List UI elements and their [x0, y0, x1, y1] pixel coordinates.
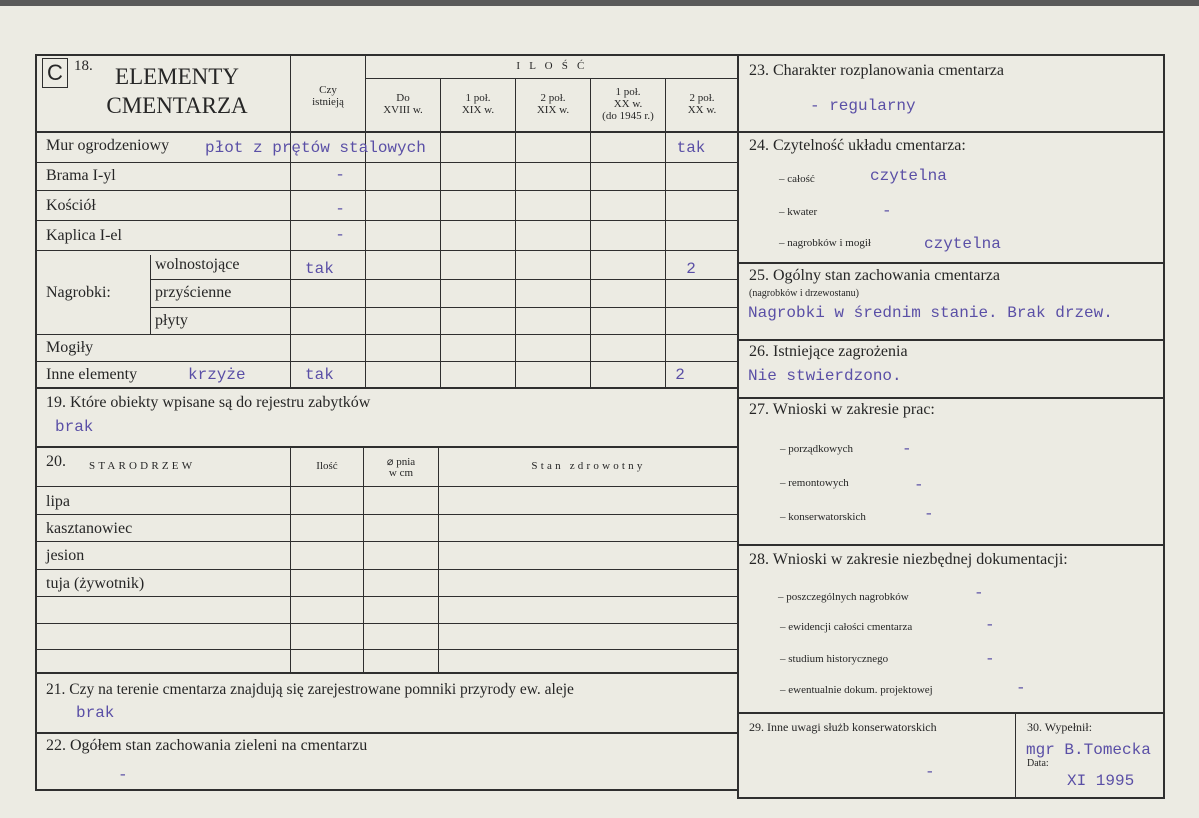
grid-line — [365, 78, 738, 79]
period-label: XX w. — [687, 104, 717, 116]
grid-line — [35, 361, 738, 362]
q20-col-pnia-line1: ⌀ pnia — [386, 456, 416, 468]
row-sublabel-wolnostojace: wolnostojące — [155, 256, 240, 273]
typed-brama-czy: - — [335, 166, 345, 184]
period-label: 1 poł. — [465, 92, 491, 104]
q25-label: 25. Ogólny stan zachowania cmentarza — [749, 267, 1001, 284]
q28-label: 28. Wnioski w zakresie niezbędnej dokumentacji: — [749, 551, 1068, 568]
q28-item-label: – studium historycznego — [780, 653, 889, 665]
row-sublabel-plyty: płyty — [155, 312, 188, 329]
q28-item-answer: - — [985, 616, 995, 634]
q28-item-label: – ewentualnie dokum. projektowej — [780, 684, 933, 696]
grid-line — [35, 387, 738, 389]
q24-item-label: – całość — [779, 173, 815, 185]
row-label-inne: Inne elementy — [46, 366, 138, 383]
q28-item-answer: - — [1016, 679, 1026, 697]
period-label: 2 poł. — [540, 92, 566, 104]
row-sublabel-przyscienne: przyścienne — [155, 284, 232, 301]
grid-line — [35, 569, 738, 570]
q20-col-pnia-line2: w cm — [388, 467, 414, 479]
row-label-kosciol: Kościół — [46, 197, 96, 214]
period-label: XVIII w. — [383, 104, 423, 116]
section-title-line1: ELEMENTY — [115, 64, 239, 89]
grid-line — [35, 514, 738, 515]
q30-date: XI 1995 — [1067, 772, 1135, 790]
q27-item-label: – konserwatorskich — [780, 511, 866, 523]
grid-line — [150, 279, 738, 280]
tree-row: tuja (żywotnik) — [46, 575, 145, 592]
typed-mur: płot z prętów stalowych — [205, 139, 426, 157]
frame-top — [35, 54, 1165, 56]
grid-line — [150, 255, 151, 334]
q20-title: STARODRZEW — [89, 460, 196, 472]
row-label-kaplica: Kaplica I-el — [46, 227, 122, 244]
grid-line — [737, 544, 1165, 546]
q28-item-answer: - — [985, 650, 995, 668]
q22-label: 22. Ogółem stan zachowania zieleni na cmentarzu — [46, 737, 368, 754]
grid-line — [35, 131, 738, 133]
q24-item-answer: - — [882, 202, 892, 220]
grid-line — [35, 220, 738, 221]
grid-line — [35, 334, 738, 335]
typed-nagrobki-xx2: 2 — [686, 260, 696, 278]
q24-label: 24. Czytelność układu cmentarza: — [749, 137, 966, 154]
q25-answer: Nagrobki w średnim stanie. Brak drzew. — [748, 304, 1113, 322]
typed-inne-czy: tak — [305, 366, 334, 384]
grid-line — [35, 672, 738, 674]
typed-kosciol-czy: - — [335, 200, 345, 218]
period-col-xviii — [366, 92, 440, 116]
grid-line — [438, 446, 439, 673]
row-label-mur: Mur ogrodzeniowy — [46, 137, 170, 154]
q30-label: 30. Wypełnił: — [1027, 720, 1093, 734]
typed-inne: krzyże — [188, 366, 246, 384]
typed-mur-xx2: tak — [676, 139, 706, 157]
grid-line — [35, 541, 738, 542]
period-label: 1 poł. — [615, 86, 641, 98]
q27-item-answer: - — [902, 440, 912, 458]
typed-nagrobki-czy: tak — [305, 260, 334, 278]
row-label-mogily: Mogiły — [46, 339, 94, 356]
period-label: XX w. — [613, 98, 643, 110]
grid-line — [290, 446, 291, 673]
q19-answer: brak — [55, 418, 94, 436]
grid-line — [150, 307, 738, 308]
q21-answer: brak — [76, 704, 115, 722]
col-czy-line2: istnieją — [312, 96, 344, 108]
q20-col-ilosc: Ilość — [316, 460, 338, 472]
grid-line — [737, 262, 1165, 264]
grid-line — [35, 596, 738, 597]
q20-number: 20. — [46, 453, 66, 470]
q28-item-label: – poszczególnych nagrobków — [778, 591, 909, 603]
q20-col-stan: Stan zdrowotny — [531, 460, 646, 472]
grid-line — [440, 78, 441, 388]
row-label-brama: Brama I-yl — [46, 167, 116, 184]
q26-label: 26. Istniejące zagrożenia — [749, 343, 908, 360]
frame-middle — [737, 54, 739, 799]
grid-line — [665, 78, 666, 388]
typed-inne-xx2: 2 — [675, 366, 685, 384]
grid-line — [363, 446, 364, 673]
tree-row: kasztanowiec — [46, 520, 133, 537]
grid-line — [590, 78, 591, 388]
grid-line — [35, 623, 738, 624]
grid-line — [737, 712, 1165, 714]
section-number: 18. — [74, 58, 93, 74]
frame-bottom-left — [35, 789, 739, 791]
period-col-2-xx — [666, 92, 738, 116]
grid-line — [1015, 712, 1016, 799]
q23-label: 23. Charakter rozplanowania cmentarza — [749, 62, 1004, 79]
period-col-1-xx — [591, 86, 665, 122]
grid-line — [35, 446, 738, 448]
frame-bottom-right — [738, 797, 1165, 799]
q24-item-answer: czytelna — [924, 235, 1001, 253]
q28-item-label: – ewidencji całości cmentarza — [780, 621, 913, 633]
frame-left — [35, 54, 37, 791]
period-col-1-xix — [441, 92, 515, 116]
grid-line — [35, 190, 738, 191]
col-czy-line1: Czy — [319, 84, 337, 96]
q28-item-answer: - — [974, 584, 984, 602]
tree-row: lipa — [46, 493, 70, 510]
grid-line — [35, 732, 738, 734]
grid-line — [737, 339, 1165, 341]
grid-line — [35, 162, 738, 163]
q26-answer: Nie stwierdzono. — [748, 367, 902, 385]
period-col-2-xix — [516, 92, 590, 116]
q24-item-label: – kwater — [779, 206, 818, 218]
q27-item-answer: - — [914, 476, 924, 494]
grid-line — [35, 486, 738, 487]
grid-line — [515, 78, 516, 388]
q27-item-label: – remontowych — [780, 477, 849, 489]
typed-kaplica-czy: - — [335, 226, 345, 244]
q27-item-answer: - — [924, 505, 934, 523]
period-label: Do — [396, 92, 410, 104]
frame-right — [1163, 54, 1165, 799]
grid-line — [737, 131, 1165, 133]
q27-label: 27. Wnioski w zakresie prac: — [749, 401, 935, 418]
q30-date-label: Data: — [1027, 758, 1049, 769]
survey-card — [0, 6, 1199, 818]
period-label: (do 1945 r.) — [602, 110, 654, 122]
q29-label: 29. Inne uwagi służb konserwatorskich — [749, 720, 937, 734]
grid-line — [35, 649, 738, 650]
period-label: 2 poł. — [689, 92, 715, 104]
q22-answer: - — [118, 766, 128, 784]
q25-sublabel: (nagrobków i drzewostanu) — [749, 288, 859, 299]
q19-label: 19. Które obiekty wpisane są do rejestru zabytków — [46, 394, 371, 411]
grid-line — [737, 397, 1165, 399]
ilosc-header: I L O Ś Ć — [516, 60, 588, 72]
tree-row: jesion — [46, 547, 85, 564]
q23-answer: - regularny — [810, 97, 916, 115]
q29-answer: - — [925, 763, 935, 781]
period-label: XIX w. — [461, 104, 495, 116]
section-letter-box: C — [42, 58, 68, 88]
q21-label: 21. Czy na terenie cmentarza znajdują się zarejestrowane pomniki przyrody ew. aleje — [46, 681, 574, 698]
q30-name: mgr B.Tomecka — [1026, 741, 1151, 759]
q27-item-label: – porządkowych — [780, 443, 854, 455]
q24-item-label: – nagrobków i mogił — [779, 237, 871, 249]
section-title-line2: CMENTARZA — [106, 93, 248, 118]
q24-item-answer: czytelna — [870, 167, 947, 185]
period-label: XIX w. — [536, 104, 570, 116]
row-label-nagrobki: Nagrobki: — [46, 284, 111, 301]
grid-line — [35, 250, 738, 251]
